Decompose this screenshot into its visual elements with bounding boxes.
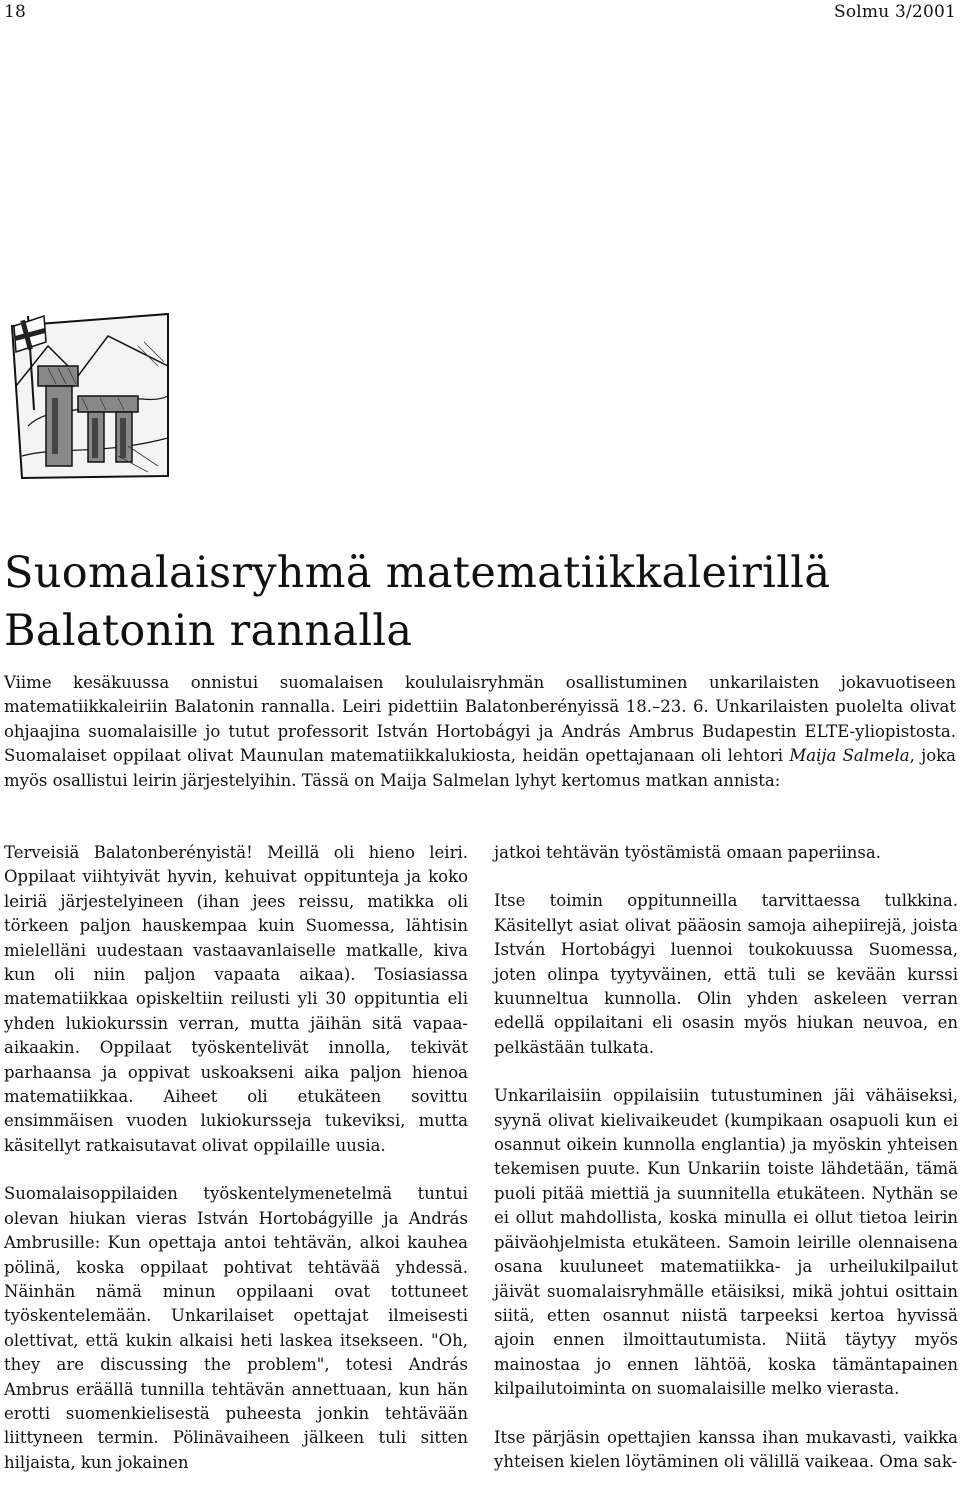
lead-text-2: , joka myös osallistui leirin järjestelyihin. Tässä on Maija Salmelan lyhyt kertomus matkan annista: bbox=[4, 746, 957, 790]
left-column bbox=[4, 841, 468, 1499]
left-paragraph: Terveisiä Balatonberényistä! Meillä oli hieno leiri. Oppilaat viihtyivät hyvin, kehuivat oppitunteja ja koko leiriä järjestelyineen (ihan jees reissu, matikka oli törkeen paljon hauskempaa kuin Suomessa, lähtisin mielelläni uudestaan vastaavanlaiselle matkalle, kiva kun oli niin paljon vapaata aikaa). Tosiasiassa matematiikkaa opiskeltiin reilusti yli 30 oppituntia eli yhden lukiokurssin verran, mutta jäihän sitä vapaa-aikaakin. Oppilaat työskentelivät innolla, tekivät parhaansa ja oppivat uskoakseni aika paljon hienoa matematiikkaa. Aiheet oli etukäteen sovittu ensimmäisen vuoden lukiokursseja tukeviksi, mutta käsitellyt ratkaisutavat olivat oppilaille uusia. bbox=[4, 843, 468, 1155]
article-title bbox=[4, 544, 954, 660]
issue-label: Solmu 3/2001 bbox=[834, 2, 956, 22]
lead-text-1: Viime kesäkuussa onnistui suomalaisen koululaisryhmän osallistuminen unkarilaisten jokavuotiseen matematiikkaleiriin Balatonin rannalla. Leiri pidettiin Balatonberényissä 18.–23. 6. Unkarilaisten puolelta olivat ohjaajina suomalaisille jo tutut professorit István Hortobágyi ja András Ambrus Budapestin ELTE-yliopistosta. Suomalaiset oppilaat olivat Maunulan matematiikkalukiosta, heidän opettajanaan oli lehtori bbox=[4, 673, 956, 766]
left-paragraph: Suomalaisoppilaiden työskentelymenetelmä tuntui olevan hiukan vieras István Hortobágyille ja András Ambrusille: Kun opettaja antoi tehtävän, alkoi kauhea pölinä, koska oppilaat pohtivat tehtävää yhdessä. Näinhän nämä minun oppilaani ovat tottuneet työskentelemään. Unkarilaiset opettajat ilmeisesti olettivat, että kukin alkaisi heti laskea itsekseen. "Oh, they are discussing the problem", totesi András Ambrus eräällä tunnilla tehtävän annettuaan, kun hän erotti suomenkielisestä puheesta jonkin tehtävään liittyneen termin. Pölinävaiheen jälkeen tuli sitten hiljaista, kun jokainen bbox=[4, 1184, 468, 1472]
right-paragraph: jatkoi tehtävän työstämistä omaan paperiinsa. bbox=[494, 843, 881, 862]
right-paragraph: Unkarilaisiin oppilaisiin tutustuminen jäi vähäiseksi, syynä olivat kielivaikeudet (kumpikaan osapuoli kun ei osannut oikein kunnolla englantia) ja myöskin yhteisen tekemisen puute. Kun Unkariin toiste lähdetään, tämä puoli pitää miettiä ja suunnitella etukäteen. Nythän se ei ollut mahdollista, koska minulla ei ollut tietoa leirin päiväohjelmista etukäteen. Samoin leirille olennaisena osana kuuluneet matematiikka- ja urheilukilpailut jäivät suomalaisryhmälle etäisiksi, mikä johtui osittain siitä, etten osannut niistä tarpeeksi kertoa hyvissä ajoin ennen ilmoittautumista. Niitä täytyy myös mainostaa jo ennen lähtöä, koska tämäntapainen kilpailutoiminta on suomalaisille melko vierasta. bbox=[494, 1086, 958, 1399]
lead-paragraph bbox=[4, 671, 956, 793]
page-number: 18 bbox=[4, 2, 27, 22]
title-line-1: Suomalaisryhmä matematiikkaleirillä bbox=[4, 548, 831, 598]
title-line-2: Balatonin rannalla bbox=[4, 606, 413, 656]
right-column bbox=[494, 841, 958, 1498]
lead-author-name: Maija Salmela bbox=[789, 746, 910, 766]
right-paragraph: Itse toimin oppitunneilla tarvittaessa tulkkina. Käsitellyt asiat olivat pääosin samoja aihepiirejä, joista István Hortobágyi luennoi toukokuussa Suomessa, joten olinpa tyytyväinen, että tuli se kevään kurssi kuunneltua kunnolla. Olin yhden askeleen verran edellä oppilaitani eli osasin myös hiukan neuvoa, en pelkästään tulkata. bbox=[494, 891, 958, 1057]
hungarian-flag-mountain-logo-icon bbox=[8, 306, 170, 480]
page-header bbox=[4, 2, 956, 28]
right-paragraph: Itse pärjäsin opettajien kanssa ihan mukavasti, vaikka yhteisen kielen löytäminen oli välillä vaikeaa. Oma sak- bbox=[494, 1427, 958, 1471]
